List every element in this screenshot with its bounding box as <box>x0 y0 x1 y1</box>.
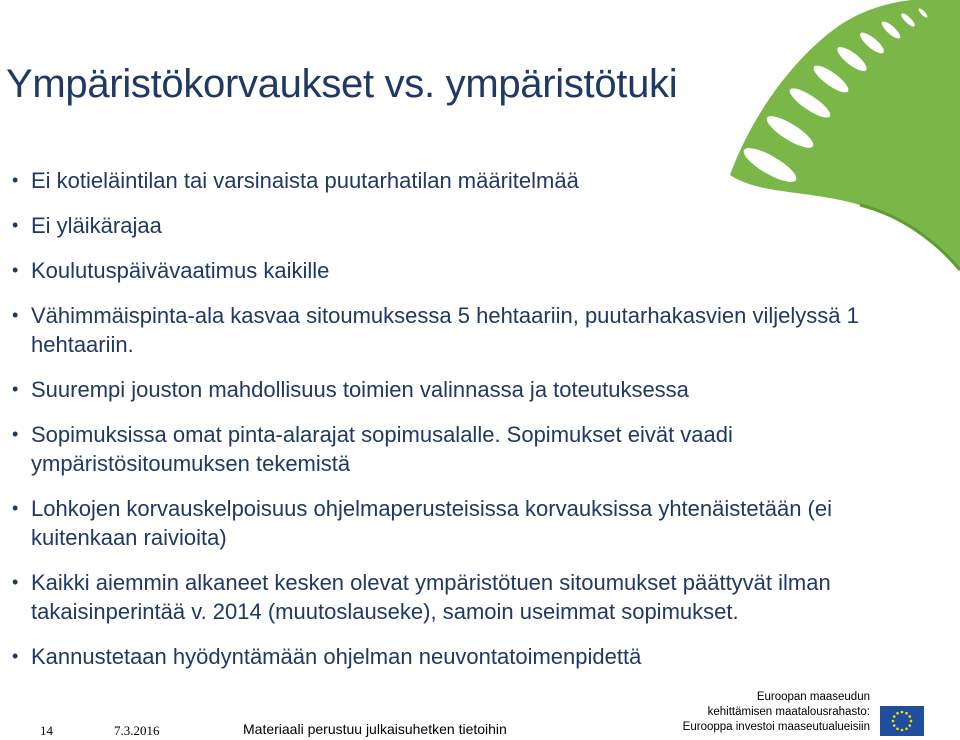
bullet-list <box>0 166 925 687</box>
eu-line-2: kehittämisen maatalousrahasto: <box>707 706 870 718</box>
eu-fund-text <box>683 690 870 735</box>
bullet-item: • Lohkojen korvauskelpoisuus ohjelmaperusteisissa korvauksissa yhtenäistetään (ei kuitenkaan raivioita) <box>0 494 925 552</box>
bullet-item: • Kannustetaan hyödyntämään ohjelman neuvontatoimenpidettä <box>0 642 925 671</box>
bullet-item: • Sopimuksissa omat pinta-alarajat sopimusalalle. Sopimukset eivät vaadi ympäristösitoumuksen tekemistä <box>0 420 851 478</box>
bullet-item: • Vähimmäispinta-ala kasvaa sitoumuksessa 5 hehtaariin, puutarhakasvien viljelyssä 1 hehtaariin. <box>0 301 871 359</box>
slide-title: Ympäristökorvaukset vs. ympäristötuki <box>6 62 678 106</box>
bullet-item: • Koulutuspäivävaatimus kaikille <box>0 256 925 285</box>
eu-flag-icon <box>880 706 924 736</box>
page-number: 14 <box>40 723 53 738</box>
bullet-item: • Ei yläikärajaa <box>0 211 925 240</box>
bullet-item: • Ei kotieläintilan tai varsinaista puutarhatilan määritelmää <box>0 166 925 195</box>
eu-line-1: Euroopan maaseudun <box>756 691 870 703</box>
bullet-item: • Suurempi jouston mahdollisuus toimien valinnassa ja toteutuksessa <box>0 375 925 404</box>
footer-note: Materiaali perustuu julkaisuhetken tietoihin <box>243 721 507 737</box>
bullet-item: • Kaikki aiemmin alkaneet kesken olevat ympäristötuen sitoumukset päättyvät ilman takaisinperintää v. 2014 (muutoslauseke), samoin useimmat sopimukset. <box>0 568 931 626</box>
slide-date: 7.3.2016 <box>114 723 160 738</box>
eu-line-3: Eurooppa investoi maaseutualueisiin <box>682 721 870 733</box>
